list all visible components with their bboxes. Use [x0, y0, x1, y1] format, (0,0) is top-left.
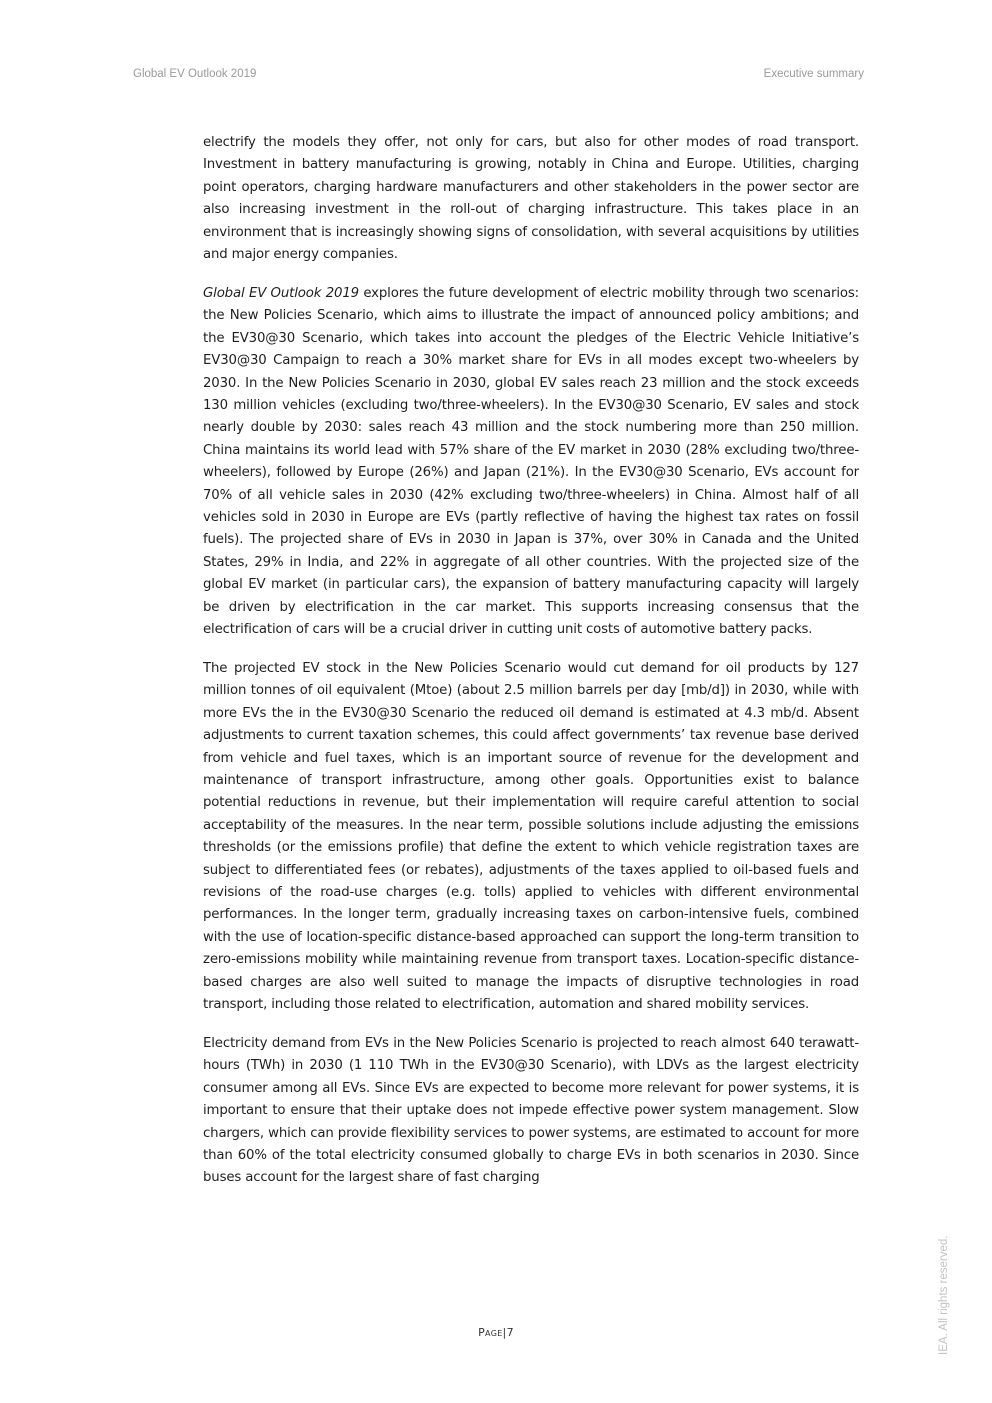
- paragraph-3: The projected EV stock in the New Policies Scenario would cut demand for oil products by 127 million tonnes of oil equivalent (Mtoe) (about 2.5 million barrels per day [mb/d]) in 2030, while with more EVs the in the EV30@30 Scenario the reduced oil demand is estimated at 4.3 mb/d. Absent adjustments to current taxation schemes, this could affect governments’ tax revenue base derived from vehicle and fuel taxes, which is an important source of revenue for the development and maintenance of transport infrastructure, among other goals. Opportunities exist to balance potential reductions in revenue, but their implementation will require careful attention to social acceptability of the measures. In the near term, possible solutions include adjusting the emissions thresholds (or the emissions profile) that define the extent to which vehicle registration taxes are subject to differentiated fees (or rebates), adjustments of the taxes applied to oil-based fuels and revisions of the road-use charges (e.g. tolls) applied to vehicles with different environmental performances. In the longer term, gradually increasing taxes on carbon-intensive fuels, combined with the use of location-specific distance-based approached can support the long-term transition to zero-emissions mobility while maintaining revenue from transport taxes. Location-specific distance-based charges are also well suited to manage the impacts of disruptive technologies in road transport, including those related to electrification, automation and shared mobility services.: [203, 660, 859, 1013]
- page-footer: [0, 1326, 992, 1339]
- rights-notice: IEA. All rights reserved.: [938, 1235, 950, 1355]
- page-number: 7: [506, 1326, 514, 1339]
- running-header-title: Global EV Outlook 2019: [133, 68, 257, 80]
- page-label: Page: [478, 1326, 503, 1339]
- paragraph-2: [203, 283, 859, 642]
- running-header-section: Executive summary: [763, 68, 864, 80]
- page-separator: |: [502, 1326, 507, 1339]
- body-text: [203, 132, 859, 1206]
- paragraph-2-text: explores the future development of electric mobility through two scenarios: the New Policies Scenario, which aims to illustrate the impact of announced policy ambitions; and the EV30@30 Scenario, which takes into account the pledges of the Electric Vehicle Initiative’s EV30@30 Campaign to reach a 30% market share for EVs in all modes except two-wheelers by 2030. In the New Policies Scenario in 2030, global EV sales reach 23 million and the stock exceeds 130 million vehicles (excluding two/three-wheelers). In the EV30@30 Scenario, EV sales and stock nearly double by 2030: sales reach 43 million and the stock numbering more than 250 million. China maintains its world lead with 57% share of the EV market in 2030 (28% excluding two/three-wheelers), followed by Europe (26%) and Japan (21%). In the EV30@30 Scenario, EVs account for 70% of all vehicle sales in 2030 (42% excluding two/three-wheelers) in China. Almost half of all vehicles sold in 2030 in Europe are EVs (partly reflective of having the highest tax rates on fossil fuels). The projected share of EVs in 2030 in Japan is 37%, over 30% in Canada and the United States, 29% in India, and 22% in aggregate of all other countries. With the projected size of the global EV market (in particular cars), the expansion of battery manufacturing capacity will largely be driven by electrification in the car market. This supports increasing consensus that the electrification of cars will be a crucial driver in cutting unit costs of automotive battery packs.: [203, 285, 860, 638]
- paragraph-4: Electricity demand from EVs in the New Policies Scenario is projected to reach almost 640 terawatt-hours (TWh) in 2030 (1 110 TWh in the EV30@30 Scenario), with LDVs as the largest electricity consumer among all EVs. Since EVs are expected to become more relevant for power systems, it is important to ensure that their uptake does not impede effective power system management. Slow chargers, which can provide flexibility services to power systems, are estimated to account for more than 60% of the total electricity consumed globally to charge EVs in both scenarios in 2030. Since buses account for the largest share of fast charging: [203, 1035, 859, 1186]
- publication-title: Global EV Outlook 2019: [203, 285, 359, 301]
- paragraph-1: electrify the models they offer, not only for cars, but also for other modes of road transport. Investment in battery manufacturing is growing, notably in China and Europe. Utilities, charging point operators, charging hardware manufacturers and other stakeholders in the power sector are also increasing investment in the roll-out of charging infrastructure. This takes place in an environment that is increasingly showing signs of consolidation, with several acquisitions by utilities and major energy companies.: [203, 135, 859, 263]
